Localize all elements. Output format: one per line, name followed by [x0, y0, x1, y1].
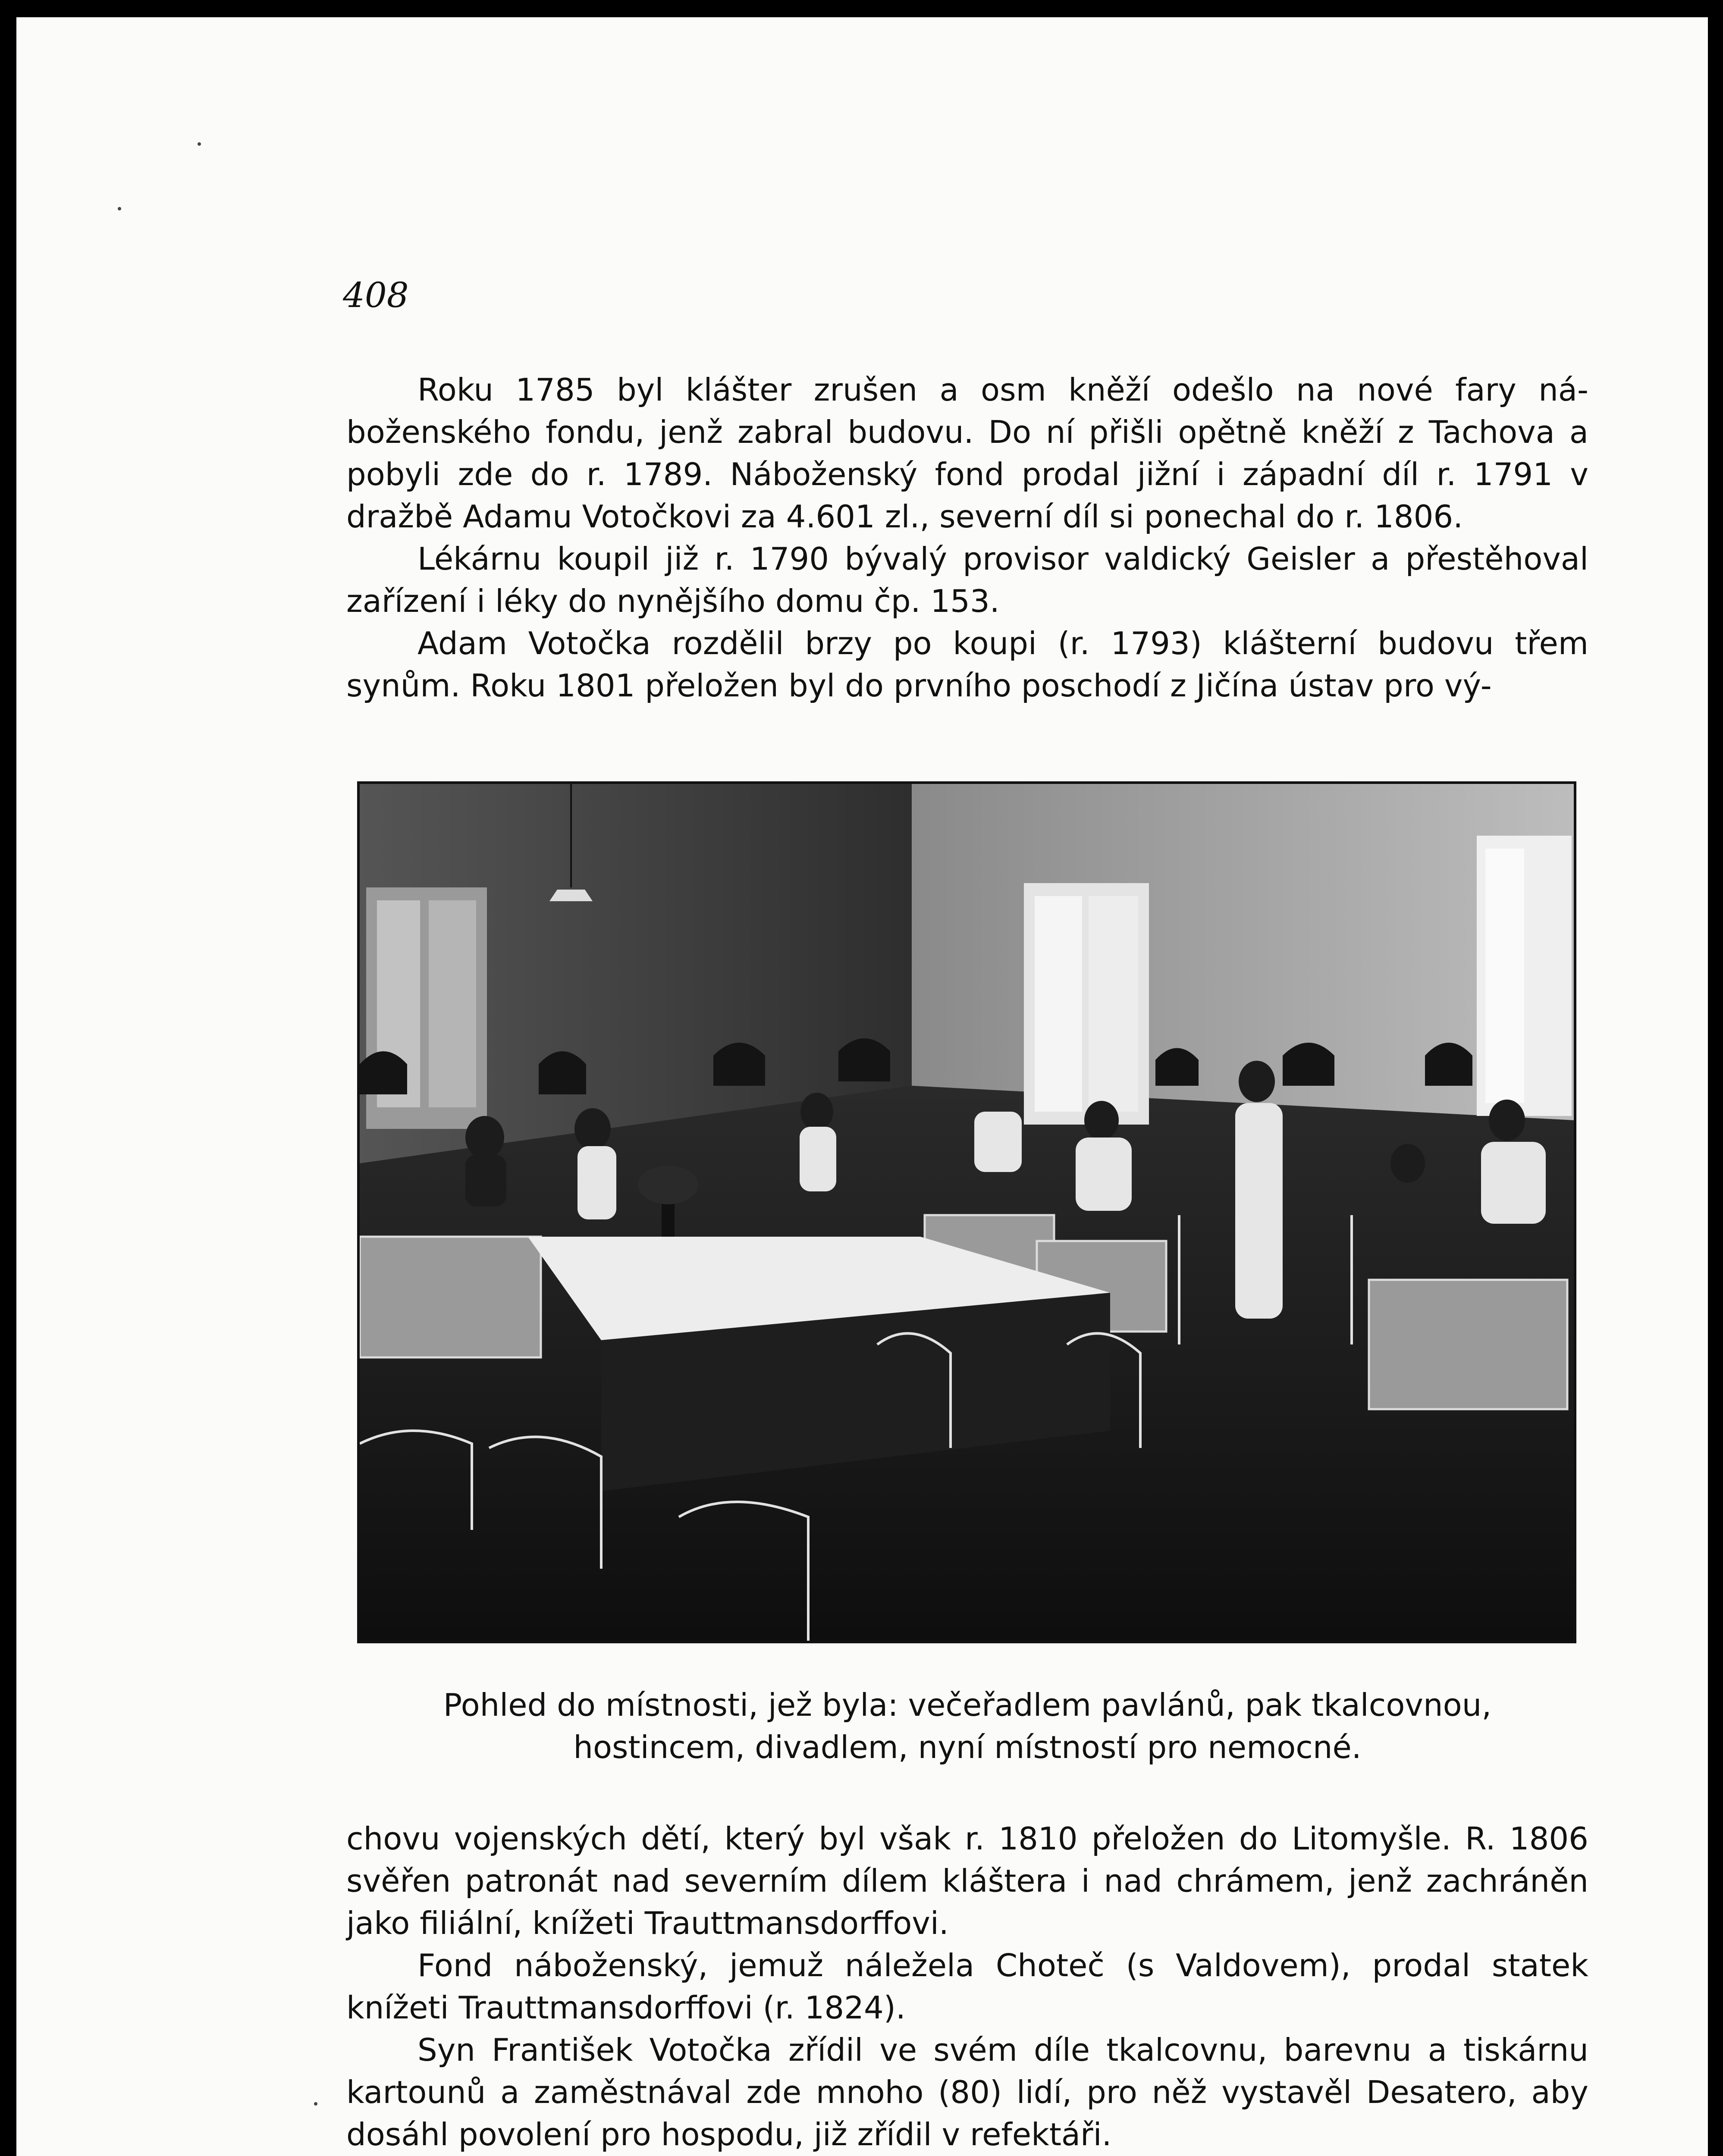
top-text-block — [346, 369, 1588, 707]
photo-caption — [346, 1684, 1588, 1768]
page-number: 408 — [343, 275, 409, 315]
paragraph-religious-fund: Fond náboženský, jemuž náležela Choteč (s Valdovem), prodal statek knížeti Trauttmansdorffovi (r. 1824). — [346, 1947, 1588, 2026]
paper-speck — [314, 2102, 317, 2106]
paragraph-military-children: chovu vojenských dětí, který byl však r. 1810 přeložen do Litomyšle. R. 1806 svěřen patronát nad severním dílem kláštera i nad chrámem, jenž zachráněn jako filiální, knížeti Trauttmansdorffovi. — [346, 1821, 1588, 1941]
paper-speck — [198, 142, 201, 146]
bottom-text-block — [346, 1818, 1588, 2156]
paragraph-frantisek-votocka: Syn František Votočka zřídil ve svém díle tkalcovnu, barevnu a tiskárnu kartounů a zaměstnával zde mnoho (80) lidí, pro něž vystavěl Desatero, aby dosáhl povolení pro hospodu, již zřídil v refektáři. — [346, 2032, 1588, 2153]
paragraph-monastery-dissolution: Roku 1785 byl klášter zrušen a osm kněží odešlo na nové fary náboženského fondu, jenž zabral budovu. Do ní přišli opětně kněží z Tachova a pobyli zde do r. 1789. Náboženský fond prodal jižní i západní díl r. 1791 v dražbě Adamu Votočkovi za 4.601 zl., severní díl si ponechal do r. 1806. — [346, 372, 1588, 535]
paragraph-pharmacy: Lékárnu koupil již r. 1790 bývalý provisor valdický Geisler a přestěhoval zařízení i léky do nynějšího domu čp. 153. — [346, 541, 1588, 619]
caption-line-1: Pohled do místnosti, jež byla: večeřadlem pavlánů, pak tkalcovnou, — [443, 1687, 1492, 1723]
hospital-room-photo — [357, 781, 1576, 1643]
book-page — [16, 17, 1708, 2156]
paper-speck — [118, 207, 121, 210]
paragraph-adam-votocka: Adam Votočka rozdělil brzy po koupi (r. 1793) klášterní budovu třem synům. Roku 1801 přeložen byl do prvního poschodí z Jičína ústav pro vý- — [346, 625, 1588, 704]
caption-line-2: hostincem, divadlem, nyní místností pro nemocné. — [573, 1729, 1362, 1765]
hospital-room-illustration — [360, 784, 1574, 1641]
